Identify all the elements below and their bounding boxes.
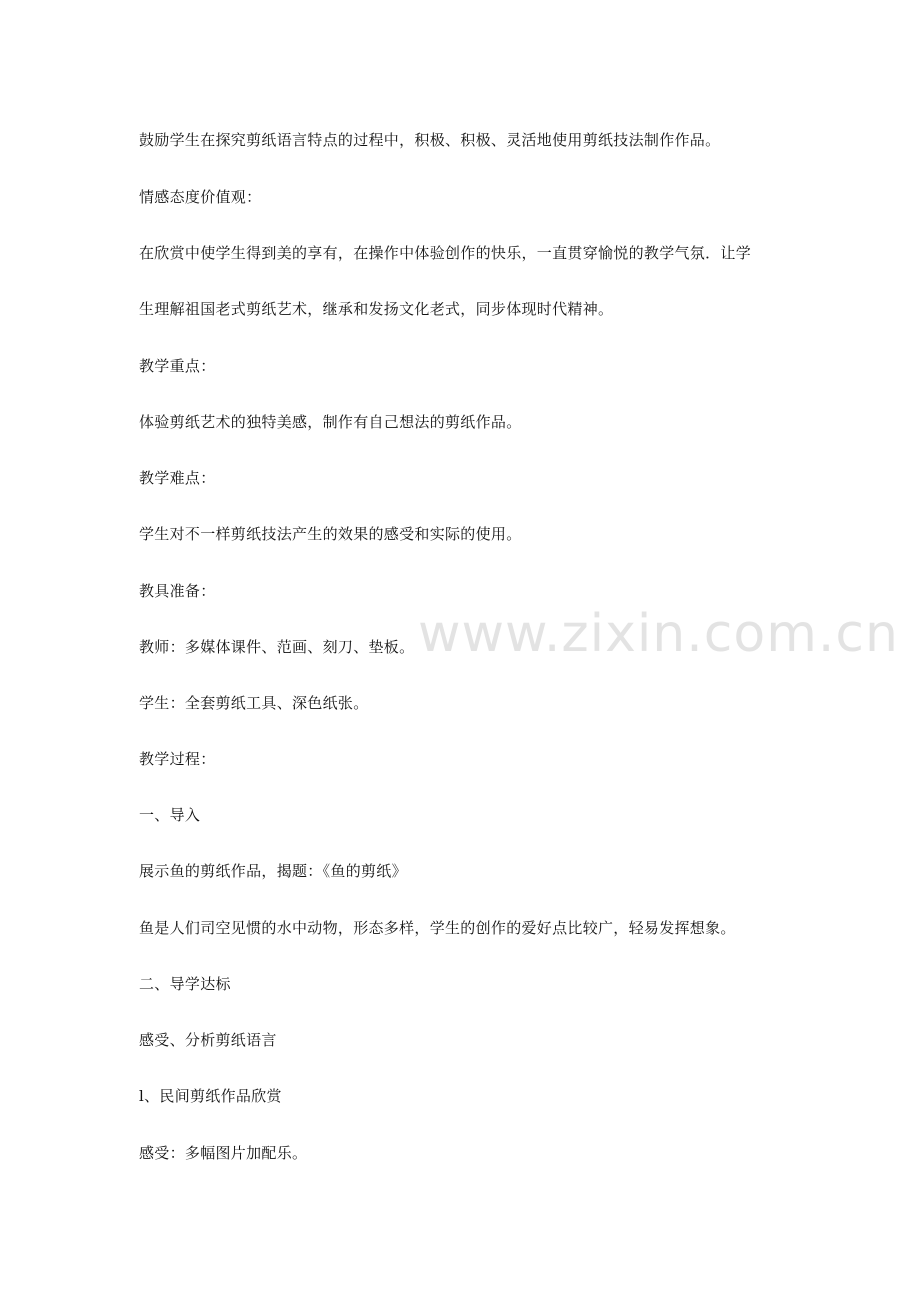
paragraph-line: 生理解祖国老式剪纸艺术，继承和发扬文化老式，同步体现时代精神。 <box>139 300 614 318</box>
paragraph-line: 学生：全套剪纸工具、深色纸张。 <box>139 694 369 712</box>
paragraph-line: 鼓励学生在探究剪纸语言特点的过程中，积极、积极、灵活地使用剪纸技法制作作品。 <box>139 131 721 149</box>
paragraph-line: 在欣赏中使学生得到美的享有，在操作中体验创作的快乐，一直贯穿愉悦的教学气氛．让学 <box>139 244 752 262</box>
paragraph-line: 感受：多幅图片加配乐。 <box>139 1144 308 1162</box>
paragraph-line: 学生对不一样剪纸技法产生的效果的感受和实际的使用。 <box>139 525 522 543</box>
paragraph-line: 感受、分析剪纸语言 <box>139 1031 277 1049</box>
paragraph-line: 体验剪纸艺术的独特美感，制作有自己想法的剪纸作品。 <box>139 413 522 431</box>
section-heading: 情感态度价值观： <box>139 188 262 206</box>
paragraph-line: 展示鱼的剪纸作品，揭题：《鱼的剪纸》 <box>139 862 407 880</box>
section-heading: 二、导学达标 <box>139 975 231 993</box>
section-heading: 教具准备： <box>139 582 216 600</box>
section-heading: 教学难点： <box>139 469 216 487</box>
paragraph-line: l、民间剪纸作品欣赏 <box>139 1087 282 1105</box>
paragraph-line: 鱼是人们司空见惯的水中动物，形态多样，学生的创作的爱好点比较广，轻易发挥想象。 <box>139 919 736 937</box>
section-heading: 教学重点： <box>139 357 216 375</box>
paragraph-line: 教师：多媒体课件、范画、刻刀、垫板。 <box>139 638 415 656</box>
watermark: www.zixin.com.cn <box>418 604 899 664</box>
section-heading: 教学过程： <box>139 750 216 768</box>
section-heading: 一、导入 <box>139 806 201 824</box>
